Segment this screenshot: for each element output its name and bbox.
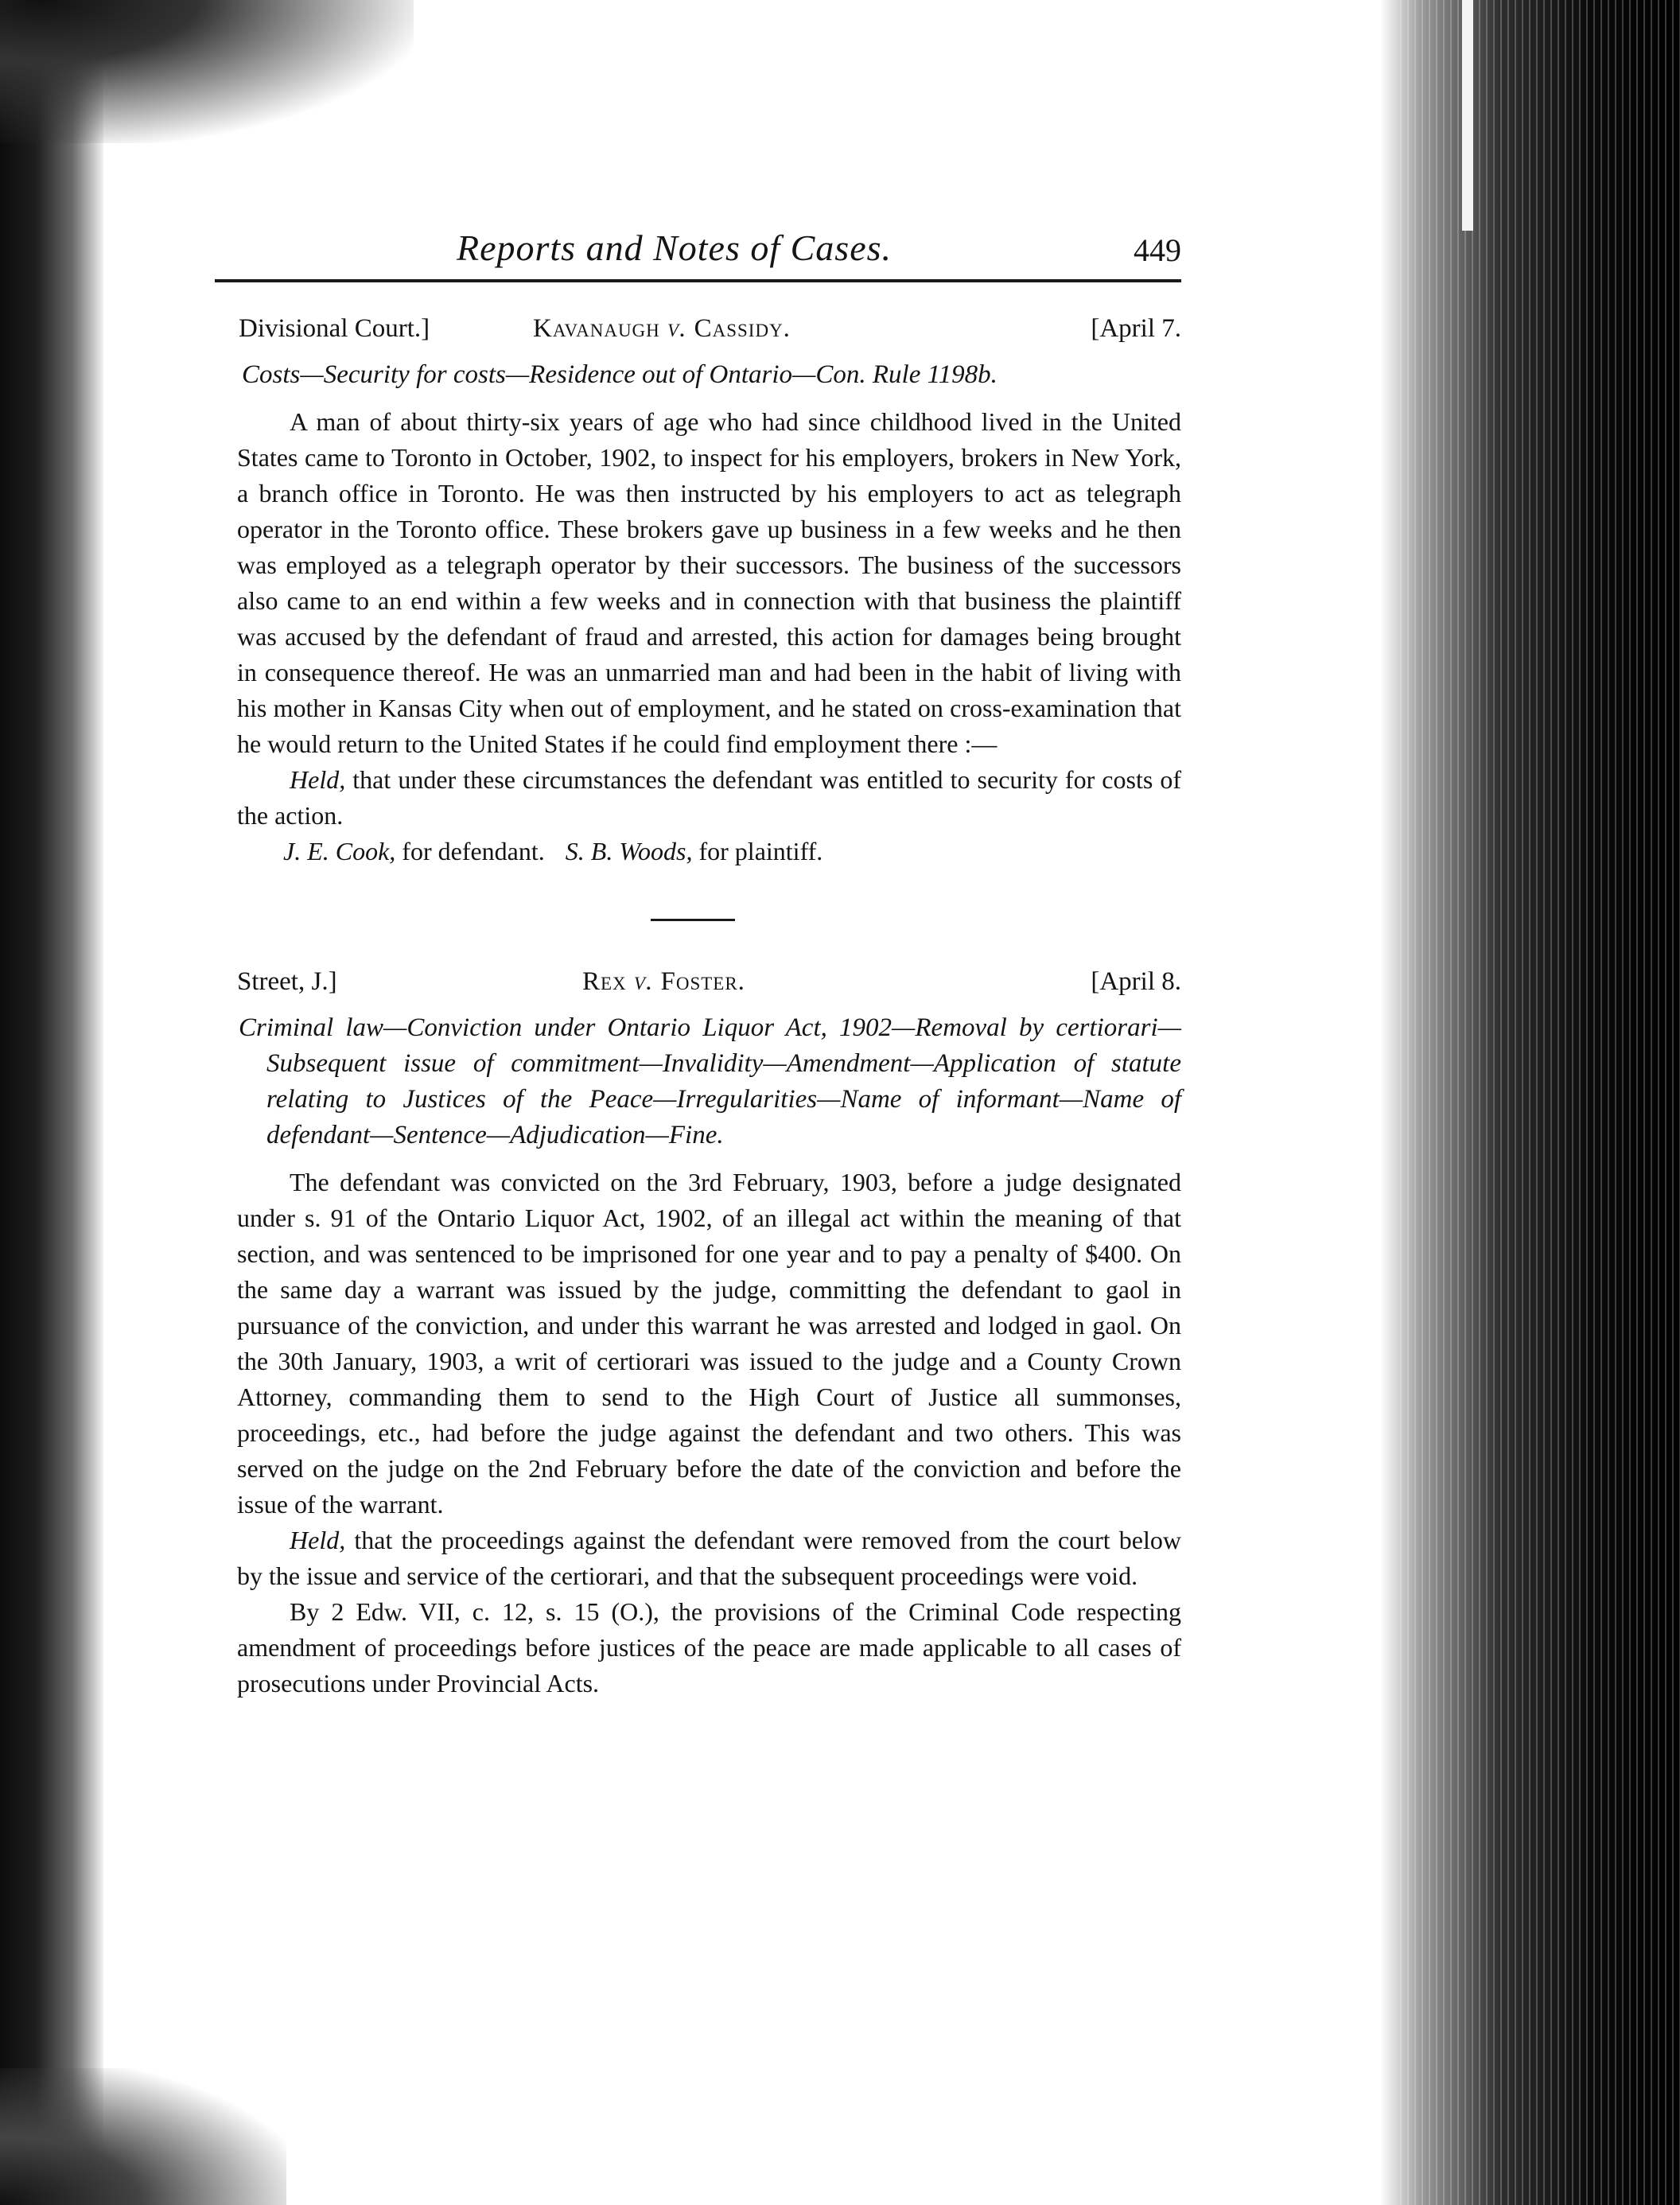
case-title xyxy=(582,967,745,997)
running-title: Reports and Notes of Cases. xyxy=(456,228,892,268)
scan-blot-bottom-left xyxy=(0,2068,286,2205)
page-number: 449 xyxy=(1134,232,1181,268)
party-left: Rex xyxy=(582,967,627,996)
party-right: Foster. xyxy=(660,967,745,996)
court-name: Street, J.] xyxy=(237,967,337,996)
case-facts-paragraph: A man of about thirty-six years of age who had since childhood lived in the United States came to Toronto in October, 1902, to inspect for his employers, brokers in New York, a branch office in Toronto. He was then instructed by his employers to act as telegraph operator in the Toronto office. These brokers gave up business in a few weeks and he then was employed as a telegraph operator by their successors. The business of the successors also came to an end within a few weeks and in connection with that business the plaintiff was accused by the defendant of fraud and arrested, this action for damages being brought in consequence thereof. He was an unmarried man and had been in the habit of living with his mother in Kansas City when out of employment, and he stated on cross-examination that he would return to the United States if he could find employment there :— xyxy=(237,407,1181,758)
running-head xyxy=(215,203,1181,266)
held-text: that the proceedings against the defendant were removed from the court below by the issue and service of the certiorari, and that the subsequent proceedings were void. xyxy=(237,1526,1181,1590)
case-rex-v-foster xyxy=(215,959,1181,1701)
case-header xyxy=(215,959,1181,1002)
defendant-role: for defendant. xyxy=(395,837,545,865)
headnote: Criminal law—Conviction under Ontario Liquor Act, 1902—Removal by certiorari—Subsequent issue of commitment—Invalidity—Amendment—Application of statute relating to Justices of the Peace—Irregularities—Name of informant—Name of defendant—Sentence—Adjudication—Fine. xyxy=(239,1013,1181,1149)
case-header xyxy=(215,306,1181,349)
held-paragraph xyxy=(215,762,1181,834)
party-right: Cassidy. xyxy=(694,314,791,343)
versus: v. xyxy=(633,967,654,996)
case-date: [April 8. xyxy=(1091,967,1181,996)
case-facts-paragraph: The defendant was convicted on the 3rd February, 1903, before a judge designated under s. 91 of the Ontario Liquor Act, 1902, of an illegal act within the meaning of that section, and was sentenced to be imprisoned for one year and to pay a penalty of $400. On the same day a warrant was issued by the judge, committing the defendant to gaol in pursuance of the conviction, and under this warrant he was arrested and lodged in gaol. On the 30th January, 1903, a writ of certiorari was issued to the judge and a County Crown Attorney, commanding them to send to the High Court of Justice all summonses, proceedings, etc., had before the judge against the defendant and two others. This was served on the judge on the 2nd February before the date of the conviction and before the issue of the warrant. xyxy=(237,1168,1181,1519)
statute-paragraph: By 2 Edw. VII, c. 12, s. 15 (O.), the provisions of the Criminal Code respecting amendment of proceedings before justices of the peace are made applicable to all cases of prosecutions under Provincial Acts. xyxy=(237,1597,1181,1698)
headnote: Costs—Security for costs—Residence out of Ontario—Con. Rule 1198b. xyxy=(242,360,998,389)
held-text: that under these circumstances the defendant was entitled to security for costs of the action. xyxy=(237,765,1181,830)
held-word: Held, xyxy=(290,765,346,794)
scan-light-band xyxy=(1462,0,1473,231)
header-rule xyxy=(215,279,1181,282)
defendant-counsel: J. E. Cook, xyxy=(283,837,396,865)
party-left: Kavanaugh xyxy=(533,314,660,343)
case-kavanaugh-v-cassidy xyxy=(215,306,1181,869)
versus: v. xyxy=(667,314,687,343)
plaintiff-role: for plaintiff. xyxy=(692,837,823,865)
held-word: Held, xyxy=(290,1526,346,1554)
counsel-line xyxy=(215,834,1181,869)
case-date: [April 7. xyxy=(1091,314,1181,343)
document-page xyxy=(215,203,1181,1701)
scan-blot-top-left xyxy=(0,0,414,143)
case-title xyxy=(533,314,791,344)
court-name: Divisional Court.] xyxy=(239,314,430,343)
scan-shadow-left xyxy=(0,0,103,2205)
case-divider xyxy=(651,919,735,921)
held-paragraph xyxy=(215,1522,1181,1594)
plaintiff-counsel: S. B. Woods, xyxy=(565,837,693,865)
scan-noise-right xyxy=(1400,0,1680,2205)
